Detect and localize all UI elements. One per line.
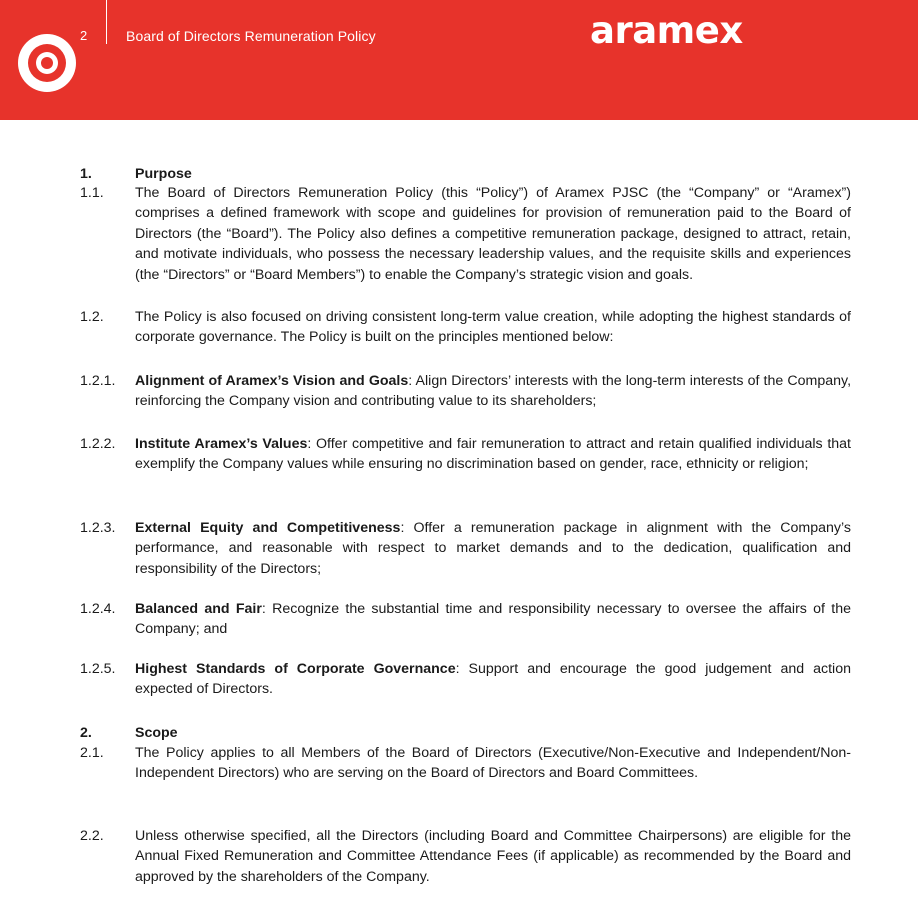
clause-text (135, 599, 851, 640)
clause-text (135, 371, 851, 412)
document-title: Board of Directors Remuneration Policy (126, 28, 376, 44)
clause-text: The Policy applies to all Members of the Board of Directors (Executive/Non-Executive and Independent/Non-Independent Directors) who are serving on the Board of Directors and Board Committees. (135, 745, 851, 782)
clause-bold-title: Institute Aramex’s Values (135, 436, 308, 452)
aramex-logo-icon (18, 34, 76, 92)
clause-bold-title: External Equity and Competitiveness (135, 520, 401, 536)
clause-text (135, 434, 851, 475)
clause-number: 1.1. (80, 185, 104, 201)
section-title: Scope (135, 725, 178, 741)
section-number: 1. (80, 166, 92, 182)
clause-number: 2.1. (80, 745, 104, 761)
page-number: 2 (80, 28, 88, 43)
clause-text: The Policy is also focused on driving consistent long-term value creation, while adopting the highest standards of corporate governance. The Policy is built on the principles mentioned below: (135, 309, 851, 346)
clause-number: 1.2. (80, 309, 104, 325)
clause-body: : Align Directors’ interests with the long-term interests of the Company, reinforcing the Company vision and contributing value to its shareholders; (135, 373, 852, 410)
clause-body: : Support and encourage the good judgement and action expected of Directors. (135, 661, 851, 698)
clause-number: 1.2.4. (80, 601, 116, 617)
clause-body: : Offer a remuneration package in alignment with the Company’s performance, and reasonable with respect to market demands and to the dedication, qualification and responsibility of the Directors; (135, 520, 851, 577)
brand-logo: aramex (590, 9, 743, 52)
clause-body: : Offer competitive and fair remuneration to attract and retain qualified individuals that exemplify the Company values while ensuring no discrimination based on gender, race, ethnicity or religion; (135, 436, 851, 473)
section-title: Purpose (135, 166, 192, 182)
clause-number: 1.2.1. (80, 373, 116, 389)
page-header (0, 0, 918, 120)
clause-text: The Board of Directors Remuneration Policy (this “Policy”) of Aramex PJSC (the “Company” or “Aramex”) comprises a defined framework with scope and guidelines for provision of remuneration paid to the Board of Directors (the “Board”). The Policy also defines a competitive remuneration package, designed to attract, retain, and motivate individuals, who possess the necessary leadership values, and the requisite skills and experiences (the “Directors” or “Board Members”) to enable the Company’s strategic vision and goals. (135, 185, 851, 283)
clause-bold-title: Alignment of Aramex’s Vision and Goals (135, 373, 409, 389)
header-divider (106, 0, 107, 44)
clause-text (135, 659, 851, 700)
clause-number: 1.2.2. (80, 436, 116, 452)
clause-number: 1.2.3. (80, 520, 116, 536)
clause-bold-title: Highest Standards of Corporate Governance (135, 661, 456, 677)
clause-text: Unless otherwise specified, all the Directors (including Board and Committee Chairpersons) are eligible for the Annual Fixed Remuneration and Committee Attendance Fees (if applicable) as recommended by the Board and approved by the shareholders of the Company. (135, 828, 851, 885)
clause-bold-title: Balanced and Fair (135, 601, 262, 617)
clause-body: : Recognize the substantial time and responsibility necessary to oversee the affairs of the Company; and (135, 601, 851, 638)
clause-text (135, 518, 851, 579)
clause-number: 2.2. (80, 828, 104, 844)
clause-number: 1.2.5. (80, 661, 116, 677)
section-number: 2. (80, 725, 92, 741)
